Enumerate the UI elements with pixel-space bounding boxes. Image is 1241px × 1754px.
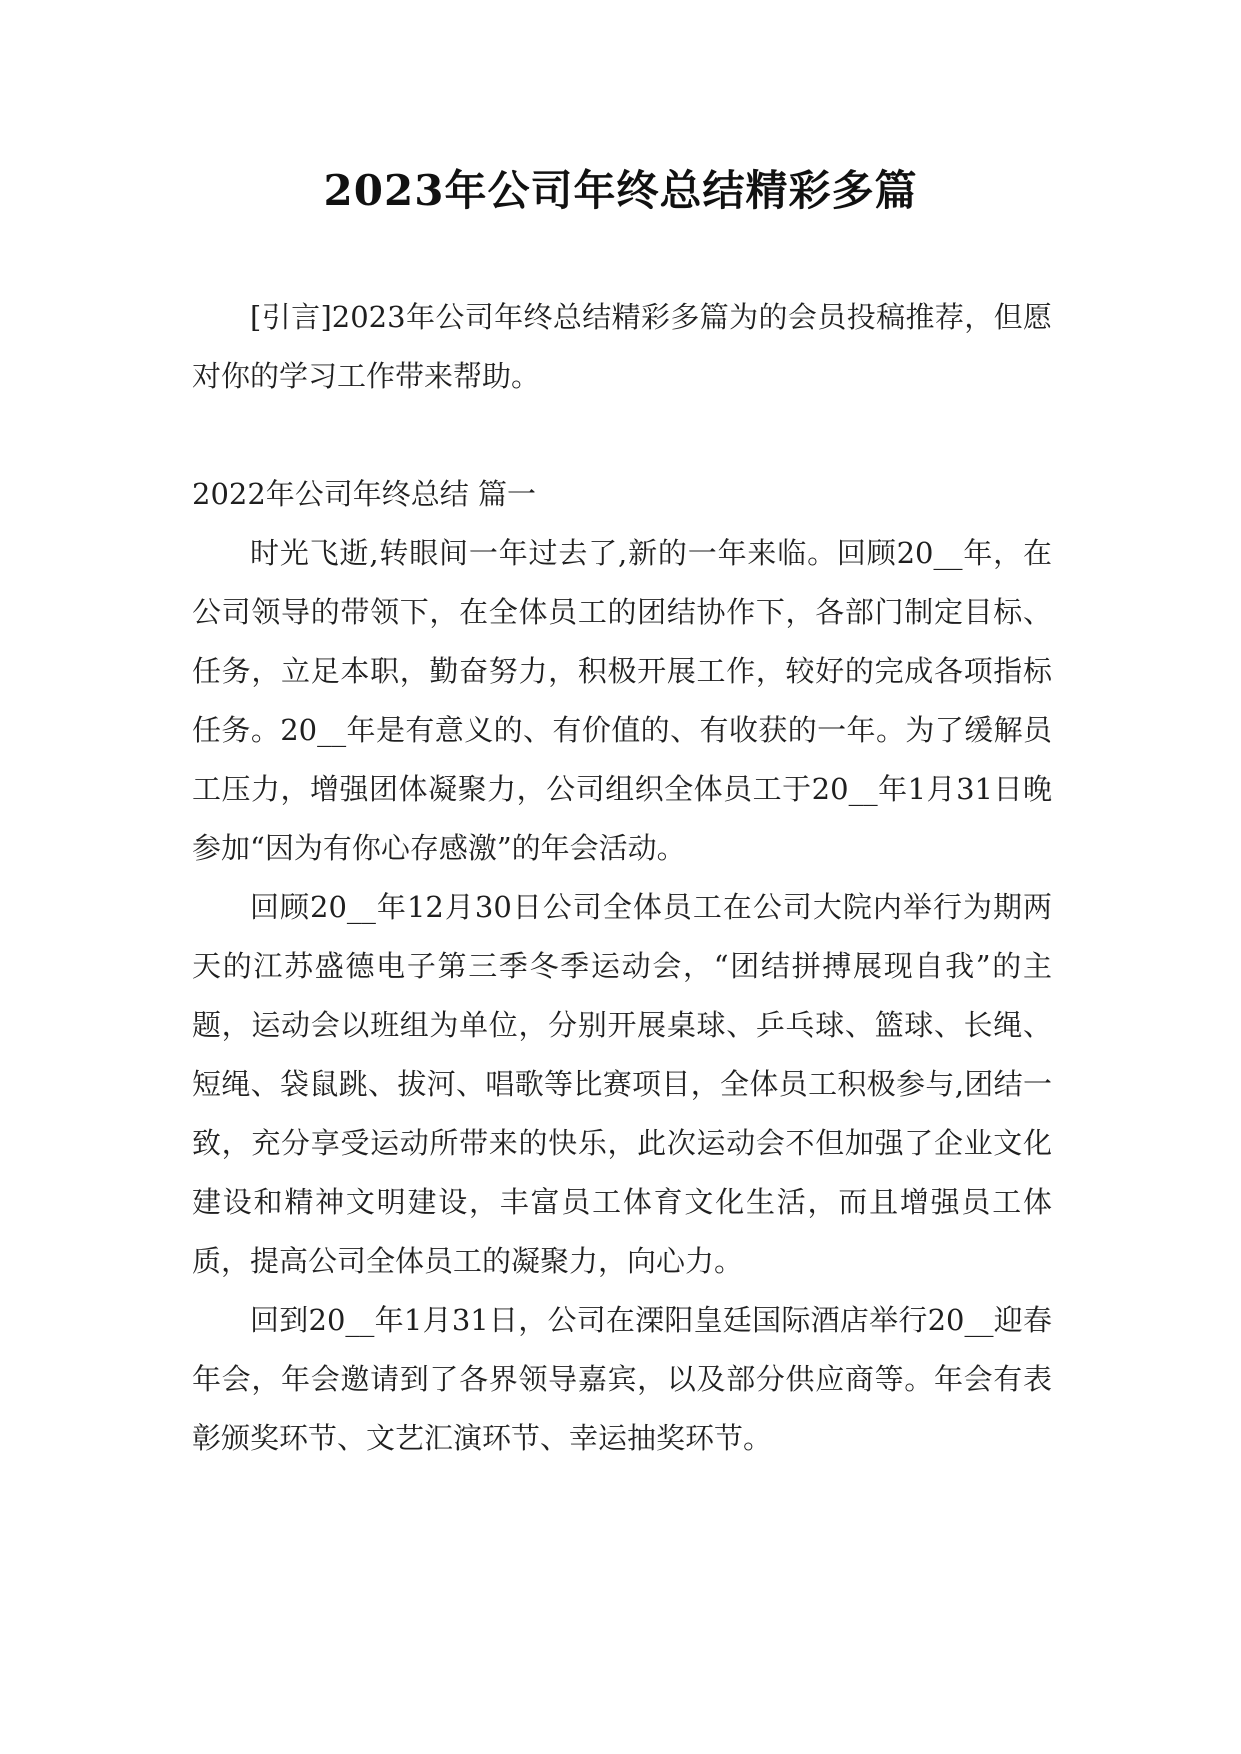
body-paragraph: 时光飞逝,转眼间一年过去了,新的一年来临。回顾20__年，在公司领导的带领下，在全体员工的团结协作下，各部门制定目标、任务，立足本职，勤奋努力，积极开展工作，较好的完成各项指标任务。20__年是有意义的、有价值的、有收获的一年。为了缓解员工压力，增强团体凝聚力，公司组织全体员工于20__年1月31日晚参加“因为有你心存感激”的年会活动。 bbox=[192, 536, 1052, 865]
body-paragraph: 回顾20__年12月30日公司全体员工在公司大院内举行为期两天的江苏盛德电子第三季冬季运动会，“团结拼搏展现自我”的主题，运动会以班组为单位，分别开展桌球、乒乓球、篮球、长绳、短绳、袋鼠跳、拔河、唱歌等比赛项目，全体员工积极参与,团结一致，充分享受运动所带来的快乐，此次运动会不但加强了企业文化建设和精神文明建设，丰富员工体育文化生活，而且增强员工体质，提高公司全体员工的凝聚力，向心力。 bbox=[192, 890, 1052, 1278]
body-paragraph: 回到20__年1月31日，公司在溧阳皇廷国际酒店举行20__迎春年会，年会邀请到了各界领导嘉宾，以及部分供应商等。年会有表彰颁奖环节、文艺汇演环节、幸运抽奖环节。 bbox=[192, 1303, 1052, 1455]
document-title: 2023年公司年终总结精彩多篇 bbox=[323, 166, 918, 215]
section-heading: 2022年公司年终总结 篇一 bbox=[192, 477, 537, 511]
document-body bbox=[192, 288, 1052, 1468]
intro-paragraph: [引言]2023年公司年终总结精彩多篇为的会员投稿推荐，但愿对你的学习工作带来帮助。 bbox=[192, 300, 1052, 393]
